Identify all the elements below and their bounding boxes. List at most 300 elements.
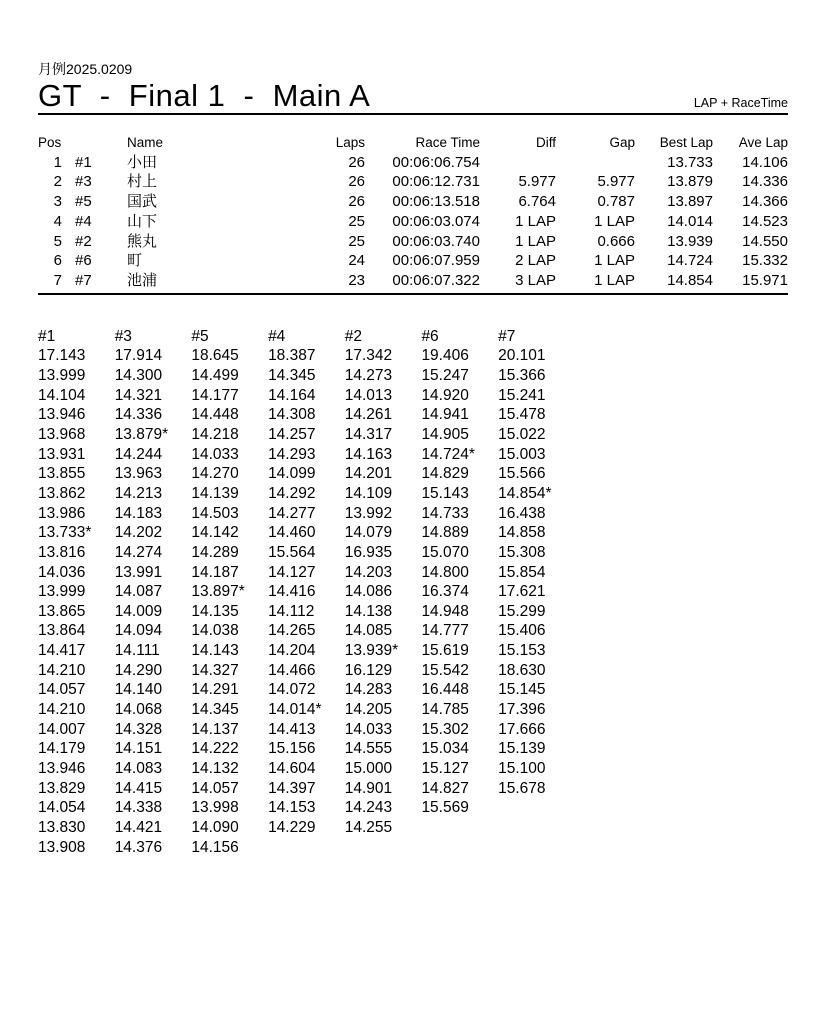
lap-row — [38, 366, 788, 386]
lap-time-cell: 14.139 — [191, 484, 239, 502]
lap-time-cell: 14.421 — [114, 819, 163, 837]
lap-time-cell: 13.864 — [38, 622, 86, 640]
lap-row — [38, 504, 788, 524]
lap-time-cell: 14.094 — [114, 622, 163, 640]
lap-time-cell: 14.153 — [268, 799, 316, 817]
result-diff: 1 LAP — [515, 212, 556, 230]
lap-row — [38, 621, 788, 641]
lap-row — [38, 818, 788, 838]
result-car: #1 — [75, 153, 92, 171]
lap-time-cell: 17.666 — [498, 720, 546, 738]
lap-column-header: #3 — [114, 327, 132, 345]
lap-time-cell: 13.992 — [344, 504, 393, 522]
result-car: #6 — [75, 252, 92, 270]
lap-column-header: #1 — [38, 327, 56, 345]
result-race-time: 00:06:03.740 — [392, 232, 480, 250]
lap-row — [38, 563, 788, 583]
lap-time-cell: 15.302 — [421, 720, 469, 738]
result-pos: 5 — [53, 232, 62, 250]
lap-time-cell: 14.376 — [114, 838, 163, 856]
lap-time-cell: 15.299 — [498, 602, 546, 620]
lap-time-cell: 13.939* — [344, 642, 399, 660]
result-pos: 4 — [53, 212, 62, 230]
lap-time-cell: 14.257 — [268, 425, 316, 443]
result-laps: 24 — [348, 252, 365, 270]
lap-times-header-row — [38, 327, 788, 347]
result-pos: 2 — [53, 173, 62, 191]
lap-time-cell: 14.036 — [38, 563, 86, 581]
lap-time-cell: 17.914 — [114, 347, 163, 365]
lap-time-cell: 14.104 — [38, 386, 86, 404]
lap-time-cell: 14.177 — [191, 386, 239, 404]
lap-time-cell: 13.963 — [114, 465, 163, 483]
lap-time-cell: 14.087 — [114, 583, 163, 601]
result-gap: 1 LAP — [594, 271, 635, 289]
scoring-mode-label: LAP + RaceTime — [693, 96, 788, 110]
lap-time-cell: 20.101 — [498, 347, 546, 365]
lap-time-cell: 14.448 — [191, 406, 239, 424]
lap-time-cell: 14.205 — [344, 701, 393, 719]
lap-time-cell: 14.202 — [114, 524, 163, 542]
lap-time-cell: 14.132 — [191, 760, 239, 778]
lap-row — [38, 445, 788, 465]
lap-time-cell: 14.292 — [268, 484, 316, 502]
lap-times-table — [38, 327, 788, 858]
lap-time-cell: 16.448 — [421, 681, 469, 699]
lap-time-cell: 14.135 — [191, 602, 239, 620]
lap-time-cell — [268, 838, 345, 858]
result-car: #4 — [75, 212, 92, 230]
result-name: 池浦 — [127, 271, 158, 289]
lap-time-cell: 14.079 — [344, 524, 393, 542]
result-race-time: 00:06:12.731 — [392, 173, 480, 191]
lap-time-cell: 15.564 — [268, 543, 316, 561]
lap-time-cell: 15.569 — [421, 799, 469, 817]
lap-time-cell: 14.327 — [191, 661, 239, 679]
result-best-lap: 13.897 — [667, 193, 713, 211]
lap-row — [38, 484, 788, 504]
lap-time-cell: 14.499 — [191, 366, 239, 384]
result-car: #3 — [75, 173, 92, 191]
lap-time-cell: 14.274 — [114, 543, 163, 561]
result-car: #7 — [75, 271, 92, 289]
lap-time-cell: 14.397 — [268, 779, 316, 797]
lap-time-cell: 14.112 — [268, 602, 315, 620]
lap-row — [38, 464, 788, 484]
lap-time-cell: 14.255 — [344, 819, 393, 837]
result-gap: 1 LAP — [594, 212, 635, 230]
lap-time-cell: 13.991 — [114, 563, 163, 581]
result-race-time: 00:06:03.074 — [392, 212, 480, 230]
result-race-time: 00:06:07.322 — [392, 271, 480, 289]
lap-time-cell: 15.034 — [421, 740, 469, 758]
lap-time-cell: 14.317 — [344, 425, 393, 443]
lap-row — [38, 739, 788, 759]
result-ave-lap: 14.336 — [742, 173, 788, 191]
lap-time-cell: 17.342 — [344, 347, 393, 365]
result-best-lap: 14.724 — [667, 252, 713, 270]
lap-row — [38, 346, 788, 366]
result-diff — [480, 153, 556, 173]
lap-time-cell: 14.293 — [268, 445, 316, 463]
lap-time-cell: 14.127 — [268, 563, 316, 581]
result-race-time: 00:06:07.959 — [392, 252, 480, 270]
lap-time-cell: 17.396 — [498, 701, 546, 719]
lap-time-cell: 14.203 — [344, 563, 393, 581]
result-gap — [556, 153, 635, 173]
lap-time-cell: 13.865 — [38, 602, 86, 620]
lap-time-cell: 15.143 — [421, 484, 469, 502]
lap-times-rows — [38, 346, 788, 857]
result-ave-lap: 15.332 — [742, 252, 788, 270]
result-ave-lap: 14.523 — [742, 212, 788, 230]
lap-row — [38, 759, 788, 779]
lap-time-cell: 14.854* — [498, 484, 552, 502]
lap-time-cell: 14.183 — [114, 504, 163, 522]
lap-time-cell: 14.724* — [421, 445, 475, 463]
result-laps: 26 — [348, 193, 365, 211]
lap-time-cell: 14.090 — [191, 819, 239, 837]
lap-time-cell: 15.854 — [498, 563, 546, 581]
lap-row — [38, 582, 788, 602]
lap-time-cell: 14.179 — [38, 740, 86, 758]
result-diff: 3 LAP — [515, 271, 556, 289]
lap-time-cell: 16.935 — [344, 543, 393, 561]
lap-time-cell: 14.265 — [268, 622, 316, 640]
lap-time-cell: 19.406 — [421, 347, 469, 365]
result-diff: 2 LAP — [515, 252, 556, 270]
lap-time-cell: 14.099 — [268, 465, 316, 483]
lap-column-header: #6 — [421, 327, 439, 345]
lap-time-cell: 13.830 — [38, 819, 86, 837]
lap-time-cell: 15.156 — [268, 740, 316, 758]
lap-row — [38, 779, 788, 799]
lap-time-cell: 14.038 — [191, 622, 239, 640]
lap-time-cell: 14.277 — [268, 504, 316, 522]
lap-time-cell: 14.163 — [344, 445, 393, 463]
lap-time-cell: 14.415 — [114, 779, 163, 797]
lap-time-cell: 14.138 — [344, 602, 393, 620]
lap-time-cell: 15.619 — [421, 642, 469, 660]
lap-time-cell: 14.905 — [421, 425, 469, 443]
lap-time-cell: 14.289 — [191, 543, 239, 561]
lap-time-cell: 14.054 — [38, 799, 86, 817]
result-best-lap: 13.939 — [667, 232, 713, 250]
lap-time-cell: 15.100 — [498, 760, 546, 778]
results-header-ave-lap: Ave Lap — [738, 135, 788, 150]
lap-time-cell: 15.366 — [498, 366, 546, 384]
lap-time-cell: 17.143 — [38, 347, 86, 365]
lap-time-cell: 13.998 — [191, 799, 239, 817]
results-rows — [38, 153, 788, 291]
lap-time-cell: 14.336 — [114, 406, 163, 424]
lap-time-cell: 13.879* — [114, 425, 169, 443]
header-rule — [38, 113, 788, 115]
lap-time-cell: 13.733* — [38, 524, 92, 542]
lap-time-cell: 14.733 — [421, 504, 469, 522]
lap-time-cell: 14.229 — [268, 819, 316, 837]
results-header-car — [62, 133, 120, 153]
lap-time-cell: 14.901 — [344, 779, 393, 797]
lap-column-header: #5 — [191, 327, 209, 345]
lap-time-cell: 14.213 — [114, 484, 163, 502]
lap-time-cell: 14.013 — [344, 386, 393, 404]
results-bottom-rule — [38, 293, 788, 295]
lap-time-cell: 13.829 — [38, 779, 86, 797]
result-row — [38, 271, 788, 291]
lap-time-cell — [498, 838, 575, 858]
lap-time-cell: 13.908 — [38, 838, 86, 856]
lap-time-cell: 15.241 — [498, 386, 546, 404]
lap-row — [38, 425, 788, 445]
lap-time-cell: 13.946 — [38, 760, 86, 778]
result-laps: 23 — [348, 271, 365, 289]
results-header-diff: Diff — [535, 135, 556, 150]
lap-time-cell: 14.210 — [38, 701, 86, 719]
lap-time-cell: 14.785 — [421, 701, 469, 719]
lap-time-cell: 15.308 — [498, 543, 546, 561]
lap-row — [38, 543, 788, 563]
lap-time-cell: 14.072 — [268, 681, 316, 699]
result-race-time: 00:06:06.754 — [392, 153, 480, 171]
lap-time-cell: 15.478 — [498, 406, 546, 424]
lap-time-cell: 16.129 — [344, 661, 393, 679]
lap-time-cell: 14.156 — [191, 838, 239, 856]
lap-time-cell — [421, 838, 498, 858]
lap-time-cell: 14.300 — [114, 366, 163, 384]
result-diff: 5.977 — [518, 173, 556, 191]
result-ave-lap: 14.106 — [742, 153, 788, 171]
result-laps: 26 — [348, 173, 365, 191]
lap-time-cell: 15.145 — [498, 681, 546, 699]
lap-time-cell: 13.999 — [38, 366, 86, 384]
lap-time-cell: 14.218 — [191, 425, 239, 443]
lap-time-cell: 14.829 — [421, 465, 469, 483]
result-row — [38, 251, 788, 271]
result-row — [38, 172, 788, 192]
lap-time-cell: 15.003 — [498, 445, 546, 463]
result-ave-lap: 15.971 — [742, 271, 788, 289]
lap-time-cell: 14.137 — [191, 720, 239, 738]
lap-time-cell: 14.111 — [114, 642, 160, 660]
lap-time-cell: 14.920 — [421, 386, 469, 404]
lap-time-cell: 14.345 — [268, 366, 316, 384]
lap-time-cell: 14.140 — [114, 681, 163, 699]
result-best-lap: 13.733 — [667, 153, 713, 171]
lap-row — [38, 386, 788, 406]
lap-time-cell: 14.345 — [191, 701, 239, 719]
result-row — [38, 192, 788, 212]
lap-row — [38, 641, 788, 661]
result-diff: 1 LAP — [515, 232, 556, 250]
lap-time-cell: 14.777 — [421, 622, 469, 640]
results-header-laps: Laps — [335, 135, 365, 150]
lap-time-cell: 14.083 — [114, 760, 163, 778]
lap-time-cell: 16.438 — [498, 504, 546, 522]
results-header-gap: Gap — [609, 135, 635, 150]
result-ave-lap: 14.366 — [742, 193, 788, 211]
lap-row — [38, 680, 788, 700]
results-header-race-time: Race Time — [415, 135, 480, 150]
results-header-pos: Pos — [38, 135, 62, 150]
result-name: 国武 — [127, 193, 158, 211]
lap-time-cell: 14.033 — [191, 445, 239, 463]
result-best-lap: 13.879 — [667, 173, 713, 191]
result-name: 小田 — [127, 153, 158, 171]
lap-row — [38, 838, 788, 858]
lap-time-cell: 13.968 — [38, 425, 86, 443]
lap-time-cell: 13.986 — [38, 504, 86, 522]
lap-time-cell: 14.503 — [191, 504, 239, 522]
lap-time-cell: 14.466 — [268, 661, 316, 679]
result-pos: 3 — [53, 193, 62, 211]
lap-column-header: #4 — [268, 327, 286, 345]
lap-time-cell: 14.057 — [191, 779, 239, 797]
lap-time-cell: 13.999 — [38, 583, 86, 601]
result-row — [38, 212, 788, 232]
lap-time-cell: 13.931 — [38, 445, 86, 463]
result-pos: 1 — [53, 153, 62, 171]
lap-column-header: #7 — [498, 327, 516, 345]
lap-time-cell: 14.057 — [38, 681, 86, 699]
lap-time-cell: 14.201 — [344, 465, 393, 483]
lap-time-cell: 14.555 — [344, 740, 393, 758]
result-name: 町 — [127, 252, 143, 270]
lap-time-cell: 17.621 — [498, 583, 546, 601]
lap-time-cell: 14.085 — [344, 622, 393, 640]
lap-time-cell: 14.009 — [114, 602, 163, 620]
lap-time-cell — [421, 818, 498, 838]
result-gap: 5.977 — [597, 173, 635, 191]
lap-time-cell — [345, 838, 422, 858]
lap-time-cell: 13.946 — [38, 406, 86, 424]
results-header-best-lap: Best Lap — [659, 135, 713, 150]
result-name: 熊丸 — [127, 232, 158, 250]
lap-time-cell: 14.068 — [114, 701, 163, 719]
lap-time-cell: 15.406 — [498, 622, 546, 640]
lap-time-cell: 13.816 — [38, 543, 86, 561]
lap-time-cell: 14.291 — [191, 681, 239, 699]
lap-time-cell: 14.270 — [191, 465, 239, 483]
result-row — [38, 153, 788, 173]
result-race-time: 00:06:13.518 — [392, 193, 480, 211]
result-gap: 0.787 — [597, 193, 635, 211]
lap-time-cell: 13.862 — [38, 484, 86, 502]
lap-time-cell: 15.247 — [421, 366, 469, 384]
lap-time-cell: 14.204 — [268, 642, 316, 660]
lap-time-cell: 14.261 — [344, 406, 393, 424]
result-name: 山下 — [127, 212, 158, 230]
lap-time-cell: 15.678 — [498, 779, 546, 797]
result-car: #2 — [75, 232, 92, 250]
lap-time-cell: 14.338 — [114, 799, 163, 817]
lap-time-cell — [498, 798, 575, 818]
result-pos: 7 — [53, 271, 62, 289]
lap-row — [38, 720, 788, 740]
lap-time-cell: 14.187 — [191, 563, 239, 581]
lap-time-cell: 18.387 — [268, 347, 316, 365]
lap-time-cell: 14.244 — [114, 445, 163, 463]
results-header-row — [38, 133, 788, 153]
lap-time-cell: 15.127 — [421, 760, 469, 778]
lap-time-cell: 14.416 — [268, 583, 316, 601]
lap-time-cell: 15.070 — [421, 543, 469, 561]
lap-time-cell — [498, 818, 575, 838]
lap-time-cell: 15.153 — [498, 642, 546, 660]
result-diff: 6.764 — [518, 193, 556, 211]
lap-time-cell: 15.566 — [498, 465, 546, 483]
lap-time-cell: 14.142 — [191, 524, 239, 542]
lap-time-cell: 14.460 — [268, 524, 316, 542]
lap-time-cell: 14.143 — [191, 642, 239, 660]
lap-time-cell: 15.022 — [498, 425, 546, 443]
lap-row — [38, 602, 788, 622]
lap-time-cell: 13.897* — [191, 583, 245, 601]
result-best-lap: 14.854 — [667, 271, 713, 289]
lap-time-cell: 14.086 — [344, 583, 393, 601]
result-laps: 26 — [348, 153, 365, 171]
lap-time-cell: 15.542 — [421, 661, 469, 679]
lap-time-cell: 16.374 — [421, 583, 469, 601]
result-gap: 0.666 — [597, 232, 635, 250]
lap-time-cell: 14.827 — [421, 779, 469, 797]
lap-time-cell: 13.855 — [38, 465, 86, 483]
lap-time-cell: 18.630 — [498, 661, 546, 679]
lap-time-cell: 14.417 — [38, 642, 86, 660]
result-car: #5 — [75, 193, 92, 211]
lap-time-cell: 14.014* — [268, 701, 322, 719]
lap-time-cell: 14.889 — [421, 524, 469, 542]
lap-time-cell: 14.033 — [344, 720, 393, 738]
lap-row — [38, 798, 788, 818]
lap-time-cell: 14.948 — [421, 602, 469, 620]
lap-time-cell: 14.210 — [38, 661, 86, 679]
lap-time-cell: 14.007 — [38, 720, 86, 738]
lap-time-cell: 14.273 — [344, 366, 393, 384]
lap-time-cell: 15.000 — [344, 760, 393, 778]
lap-time-cell: 14.222 — [191, 740, 239, 758]
lap-time-cell: 14.941 — [421, 406, 469, 424]
lap-time-cell: 14.413 — [268, 720, 316, 738]
lap-row — [38, 700, 788, 720]
result-gap: 1 LAP — [594, 252, 635, 270]
result-best-lap: 14.014 — [667, 212, 713, 230]
lap-time-cell: 14.328 — [114, 720, 163, 738]
result-row — [38, 232, 788, 252]
result-name: 村上 — [127, 173, 158, 191]
lap-time-cell: 14.858 — [498, 524, 546, 542]
result-laps: 25 — [348, 232, 365, 250]
lap-time-cell: 14.109 — [344, 484, 393, 502]
lap-time-cell: 14.604 — [268, 760, 316, 778]
lap-time-cell: 14.151 — [114, 740, 163, 758]
lap-time-cell: 14.800 — [421, 563, 469, 581]
lap-row — [38, 523, 788, 543]
lap-column-header: #2 — [344, 327, 362, 345]
lap-time-cell: 14.283 — [344, 681, 393, 699]
lap-time-cell: 15.139 — [498, 740, 546, 758]
lap-row — [38, 661, 788, 681]
lap-row — [38, 405, 788, 425]
title-row — [38, 79, 788, 113]
lap-time-cell: 14.321 — [114, 386, 163, 404]
result-laps: 25 — [348, 212, 365, 230]
result-pos: 6 — [53, 252, 62, 270]
lap-time-cell: 14.308 — [268, 406, 316, 424]
lap-time-cell: 14.243 — [344, 799, 393, 817]
results-table — [38, 133, 788, 291]
event-label: 月例2025.0209 — [38, 61, 133, 77]
